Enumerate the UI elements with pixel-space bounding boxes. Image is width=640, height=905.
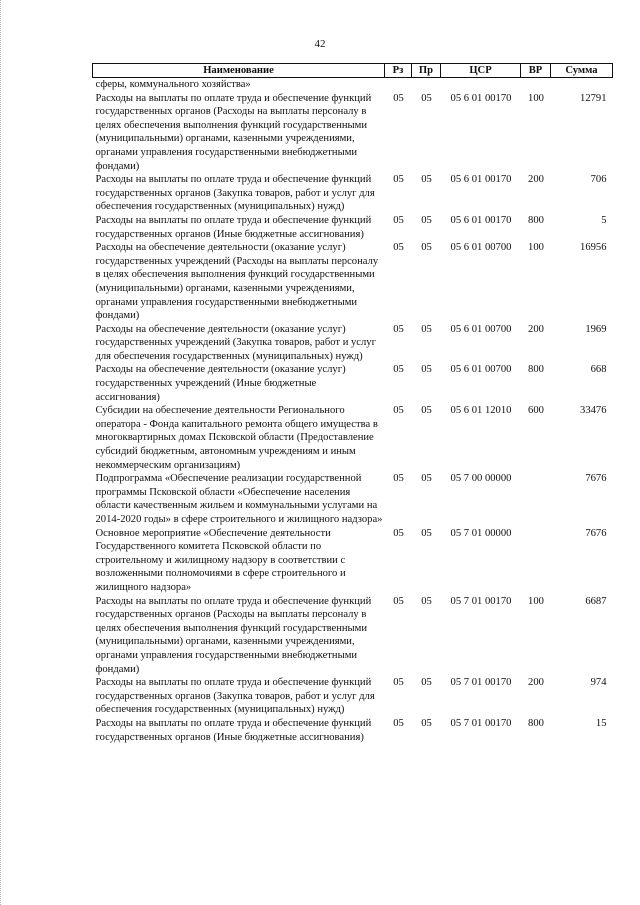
- cell-csr: 05 6 01 00700: [450, 242, 512, 254]
- cell-vr: 600: [528, 405, 544, 417]
- cell-pr: 05: [421, 473, 432, 485]
- cell-name: Расходы на обеспечение деятельности (оказание услуг) государственных учреждений (Расходы на выплаты персоналу в целях обеспечения выполнения функций государственными (муниципальными) органами, казенными учреждениями, органами управления государственными внебюджетными фондами): [95, 242, 379, 322]
- header-row: [93, 64, 613, 78]
- cell-name: Расходы на выплаты по оплате труда и обеспечение функций государственных органов (Расходы на выплаты персоналу в целях обеспечения выполнения функций государственными (муниципальными) органами, казенными учреждениями, органами управления государственными внебюджетными фондами): [95, 595, 372, 675]
- budget-table: [92, 63, 613, 744]
- cell-name: Подпрограмма «Обеспечение реализации государственной программы Псковской области «Обеспечение населения области качественным жильем и коммунальными услугами на 2014-2020 годы» в сфере строительного и жилищного надзора»: [95, 473, 383, 525]
- table-row: [93, 404, 613, 472]
- cell-name: Расходы на выплаты по оплате труда и обеспечение функций государственных органов (Иные бюджетные ассигнования): [95, 214, 372, 240]
- cell-rz: 05: [393, 92, 404, 104]
- cell-vr: [521, 472, 551, 526]
- table-row: [93, 595, 613, 677]
- cell-csr: 05 7 01 00170: [450, 677, 512, 689]
- table-row: [93, 717, 613, 744]
- cell-pr: 05: [421, 174, 432, 186]
- header-sum: Сумма: [551, 64, 613, 78]
- table-row: [93, 472, 613, 526]
- cell-sum: 668: [590, 364, 607, 376]
- cell-rz: 05: [393, 214, 404, 226]
- cell-sum: 16956: [580, 242, 607, 254]
- cell-vr: 100: [528, 242, 544, 254]
- scan-edge: [0, 0, 3, 905]
- table-row: [93, 363, 613, 404]
- table-row: [93, 241, 613, 323]
- cell-vr: 200: [528, 174, 544, 186]
- cell-sum: 15: [595, 717, 607, 729]
- cell-pr: 05: [421, 92, 432, 104]
- cell-csr: 05 6 01 00700: [450, 364, 512, 376]
- cell-sum: 12791: [580, 92, 607, 104]
- cell-vr: 100: [528, 595, 544, 607]
- cell-name: Расходы на выплаты по оплате труда и обеспечение функций государственных органов (Закупка товаров, работ и услуг для обеспечения государственных (муниципальных) нужд): [95, 677, 375, 716]
- header-rz: Рз: [385, 64, 412, 78]
- cell-name: Расходы на выплаты по оплате труда и обеспечение функций государственных органов (Иные бюджетные ассигнования): [95, 717, 372, 743]
- cell-csr: 05 7 01 00170: [450, 717, 512, 729]
- table-row: [93, 676, 613, 717]
- cell-sum: 7676: [585, 527, 607, 539]
- header-csr: ЦСР: [441, 64, 521, 78]
- table-row: [93, 92, 613, 174]
- cell-pr: 05: [421, 364, 432, 376]
- cell-rz: 05: [393, 323, 404, 335]
- header-vr: ВР: [521, 64, 551, 78]
- cell-vr: 800: [528, 214, 544, 226]
- cell-pr: [412, 78, 441, 92]
- cell-rz: 05: [393, 527, 404, 539]
- cell-csr: 05 6 01 12010: [450, 405, 512, 417]
- cell-sum: 6687: [585, 595, 607, 607]
- cell-sum: 33476: [580, 405, 607, 417]
- cell-sum: [551, 78, 613, 92]
- cell-csr: 05 6 01 00170: [450, 174, 512, 186]
- page-number: 42: [314, 38, 326, 50]
- cell-sum: 974: [590, 677, 607, 689]
- cell-rz: 05: [393, 677, 404, 689]
- cell-rz: 05: [393, 405, 404, 417]
- cell-name: сферы, коммунального хозяйства»: [95, 79, 251, 90]
- cell-rz: 05: [393, 242, 404, 254]
- table-row: [93, 323, 613, 364]
- cell-csr: 05 7 01 00000: [450, 527, 512, 539]
- cell-pr: 05: [421, 405, 432, 417]
- table-header: [93, 64, 613, 78]
- cell-vr: [521, 527, 551, 595]
- cell-name: Расходы на обеспечение деятельности (оказание услуг) государственных учреждений (Иные бюджетные ассигнования): [95, 364, 346, 403]
- cell-vr: 200: [528, 677, 544, 689]
- cell-csr: 05 6 01 00170: [450, 92, 512, 104]
- cell-name: Расходы на выплаты по оплате труда и обеспечение функций государственных органов (Закупка товаров, работ и услуг для обеспечения государственных (муниципальных) нужд): [95, 174, 375, 213]
- cell-pr: 05: [421, 242, 432, 254]
- table-body: [93, 78, 613, 745]
- cell-csr: [441, 78, 521, 92]
- cell-rz: 05: [393, 174, 404, 186]
- cell-csr: 05 6 01 00170: [450, 214, 512, 226]
- cell-sum: 7676: [585, 473, 607, 485]
- cell-sum: 5: [601, 214, 607, 226]
- cell-pr: 05: [421, 323, 432, 335]
- cell-pr: 05: [421, 677, 432, 689]
- header-pr: Пр: [412, 64, 441, 78]
- table-row: [93, 173, 613, 214]
- cell-pr: 05: [421, 717, 432, 729]
- cell-csr: 05 6 01 00700: [450, 323, 512, 335]
- cell-vr: 100: [528, 92, 544, 104]
- cell-sum: 1969: [585, 323, 607, 335]
- table-row: [93, 78, 613, 92]
- cell-name: Субсидии на обеспечение деятельности Регионального оператора - Фонда капитального ремонта общего имущества в многоквартирных домах Псковской области (Предоставление субсидий бюджетным, автономным учреждениям и иным некоммерческим организациям): [95, 405, 378, 471]
- cell-pr: 05: [421, 595, 432, 607]
- cell-rz: 05: [393, 364, 404, 376]
- cell-pr: 05: [421, 214, 432, 226]
- cell-rz: 05: [393, 595, 404, 607]
- cell-name: Основное мероприятие «Обеспечение деятельности Государственного комитета Псковской области по строительному и жилищному надзору в соответствии с возложенными полномочиями в сфере строительного и жилищного надзора»: [95, 527, 346, 593]
- cell-rz: [385, 78, 412, 92]
- cell-vr: 200: [528, 323, 544, 335]
- cell-csr: 05 7 01 00170: [450, 595, 512, 607]
- cell-name: Расходы на обеспечение деятельности (оказание услуг) государственных учреждений (Закупка товаров, работ и услуг для обеспечения государственных (муниципальных) нужд): [95, 323, 376, 362]
- cell-csr: 05 7 00 00000: [450, 473, 512, 485]
- cell-sum: 706: [590, 174, 607, 186]
- cell-vr: 800: [528, 717, 544, 729]
- table-row: [93, 214, 613, 241]
- cell-vr: 800: [528, 364, 544, 376]
- cell-rz: 05: [393, 717, 404, 729]
- table-row: [93, 527, 613, 595]
- cell-vr: [521, 78, 551, 92]
- header-name: Наименование: [93, 64, 385, 78]
- cell-rz: 05: [393, 473, 404, 485]
- cell-pr: 05: [421, 527, 432, 539]
- cell-name: Расходы на выплаты по оплате труда и обеспечение функций государственных органов (Расходы на выплаты персоналу в целях обеспечения выполнения функций государственными (муниципальными) органами, казенными учреждениями, органами управления государственными внебюджетными фондами): [95, 92, 372, 172]
